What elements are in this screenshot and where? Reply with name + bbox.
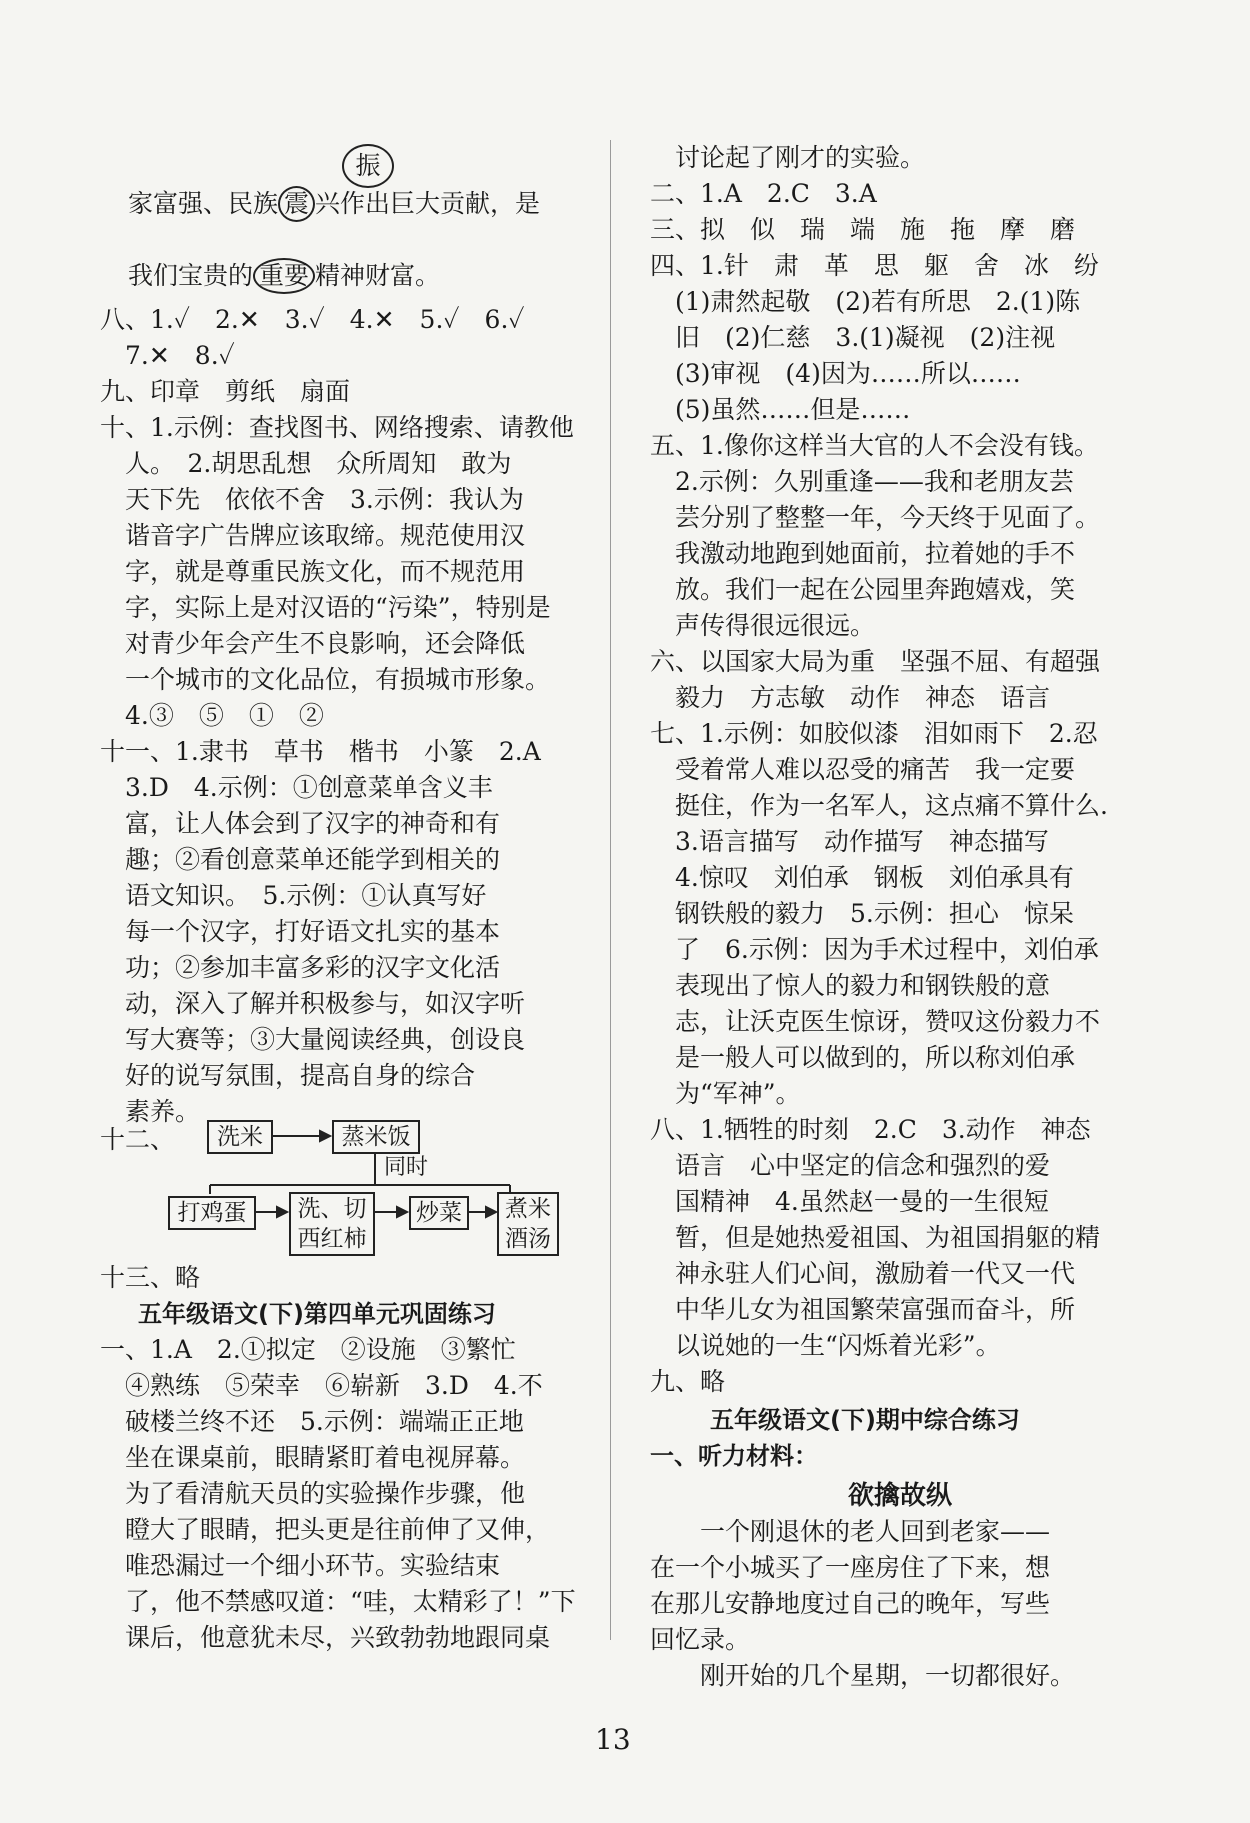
text-segment: 家富强、民族 bbox=[128, 189, 279, 218]
answer-line: 动，深入了解并积极参与，如汉字听 bbox=[100, 989, 526, 1018]
answer-line: 好的说写氛围，提高自身的综合 bbox=[100, 1061, 476, 1090]
flow-same-time: 同时 bbox=[384, 1155, 429, 1180]
answer-line: 八、1.牺牲的时刻 2.C 3.动作 神态 bbox=[650, 1115, 1091, 1144]
answer-line: 九、印章 剪纸 扇面 bbox=[100, 377, 351, 406]
answer-line: 2.示例：久别重逢——我和老朋友芸 bbox=[650, 467, 1074, 496]
answer-line: 天下先 依依不舍 3.示例：我认为 bbox=[100, 485, 524, 514]
answer-line: 十一、1.隶书 草书 楷书 小篆 2.A bbox=[100, 737, 541, 766]
answer-line: 中华儿女为祖国繁荣富强而奋斗，所 bbox=[650, 1295, 1076, 1324]
answer-line: 讨论起了刚才的实验。 bbox=[650, 143, 926, 172]
answer-line: 志，让沃克医生惊讶，赞叹这份毅力不 bbox=[650, 1007, 1101, 1036]
flow-box-line: 西红柿 bbox=[297, 1226, 367, 1252]
text-segment: 兴作出巨大贡献，是 bbox=[315, 189, 541, 218]
answer-line: 课后，他意犹未尽，兴致勃勃地跟同桌 bbox=[100, 1623, 551, 1652]
answer-line: 毅力 方志敏 动作 神态 语言 bbox=[650, 683, 1051, 712]
answer-line: 芸分别了整整一年，今天终于见面了。 bbox=[650, 503, 1101, 532]
answer-line: 旧 (2)仁慈 3.(1)凝视 (2)注视 bbox=[650, 323, 1056, 352]
answer-line: 4.惊叹 刘伯承 钢板 刘伯承具有 bbox=[650, 863, 1074, 892]
answer-line: 三、拟 似 瑞 端 施 拖 摩 磨 bbox=[650, 215, 1076, 244]
answer-line: 六、以国家大局为重 坚强不屈、有超强 bbox=[650, 647, 1101, 676]
answer-line: 语文知识。 5.示例：①认真写好 bbox=[100, 881, 487, 910]
answer-line: 是一般人可以做到的，所以称刘伯承 bbox=[650, 1043, 1076, 1072]
answer-line: (3)审视 (4)因为……所以…… bbox=[650, 359, 1021, 388]
answer-line: 为“军神”。 bbox=[650, 1079, 801, 1108]
answer-line: 破楼兰终不还 5.示例：端端正正地 bbox=[100, 1407, 524, 1436]
answer-line: 受着常人难以忍受的痛苦 我一定要 bbox=[650, 755, 1076, 784]
answer-line: 字，就是尊重民族文化，而不规范用 bbox=[100, 557, 526, 586]
correction-circle: 重要 bbox=[253, 258, 315, 294]
flow-box-line: 酒汤 bbox=[505, 1226, 551, 1252]
answer-line: 趣；②看创意菜单还能学到相关的 bbox=[100, 845, 501, 874]
answer-line: 了 6.示例：因为手术过程中，刘伯承 bbox=[650, 935, 1099, 964]
answer-line: 四、1.针 肃 革 思 躯 舍 冰 纷 bbox=[650, 251, 1099, 280]
answer-line: 我激动地跑到她面前，拉着她的手不 bbox=[650, 539, 1076, 568]
flow-box-soup bbox=[497, 1192, 559, 1256]
answer-line: 功；②参加丰富多彩的汉字文化活 bbox=[100, 953, 501, 982]
answer-line: 一个城市的文化品位，有损城市形象。 bbox=[100, 665, 551, 694]
answer-line: 写大赛等；③大量阅读经典，创设良 bbox=[100, 1025, 526, 1054]
answer-line: 国精神 4.虽然赵一曼的一生很短 bbox=[650, 1187, 1049, 1216]
answer-line: 十、1.示例：查找图书、网络搜索、请教他 bbox=[100, 413, 574, 442]
flowchart-arrows bbox=[0, 0, 610, 1300]
answer-line: 素养。 bbox=[100, 1097, 201, 1126]
answer-line: 富，让人体会到了汉字的神奇和有 bbox=[100, 809, 501, 838]
answer-line: 4.③ ⑤ ① ② bbox=[100, 701, 324, 730]
answer-line: 3.语言描写 动作描写 神态描写 bbox=[650, 827, 1049, 856]
answer-line: 3.D 4.示例：①创意菜单含义丰 bbox=[100, 773, 493, 802]
text-segment: 我们宝贵的 bbox=[128, 261, 254, 290]
answer-line: 表现出了惊人的毅力和钢铁般的意 bbox=[650, 971, 1051, 1000]
answer-line: 语言 心中坚定的信念和强烈的爱 bbox=[650, 1151, 1051, 1180]
answer-line: 坐在课桌前，眼睛紧盯着电视屏幕。 bbox=[100, 1443, 526, 1472]
story-line: 在一个小城买了一座房住了下来，想 bbox=[650, 1553, 1051, 1582]
answer-line: (5)虽然……但是…… bbox=[650, 395, 911, 424]
correction-circle-top: 振 bbox=[342, 144, 394, 188]
answer-line: 声传得很远很远。 bbox=[650, 611, 876, 640]
answer-line: 八、1.✓ 2.✕ 3.✓ 4.✕ 5.✓ 6.✓ bbox=[100, 305, 525, 334]
answer-line: 钢铁般的毅力 5.示例：担心 惊呆 bbox=[650, 899, 1074, 928]
flow-box-tomatoes bbox=[289, 1192, 375, 1256]
answer-line: 对青少年会产生不良影响，还会降低 bbox=[100, 629, 526, 658]
answer-line: 人。 2.胡思乱想 众所周知 敢为 bbox=[100, 449, 512, 478]
section-title: 五年级语文(下)期中综合练习 bbox=[710, 1406, 1020, 1434]
text-segment: 精神财富。 bbox=[315, 261, 441, 290]
flow-box-stir-fry: 炒菜 bbox=[409, 1196, 469, 1230]
page-number: 13 bbox=[595, 1723, 631, 1756]
story-line: 回忆录。 bbox=[650, 1625, 751, 1654]
answer-line: 神永驻人们心间，激励着一代又一代 bbox=[650, 1259, 1076, 1288]
flowchart-label: 十二、 bbox=[100, 1125, 176, 1154]
answer-line: 瞪大了眼睛，把头更是往前伸了又伸， bbox=[100, 1515, 551, 1544]
flow-box-beat-eggs: 打鸡蛋 bbox=[168, 1196, 256, 1230]
section-title: 五年级语文(下)第四单元巩固练习 bbox=[138, 1300, 496, 1328]
answer-line: 为了看清航天员的实验操作步骤，他 bbox=[100, 1479, 526, 1508]
answer-line: 十三、略 bbox=[100, 1263, 201, 1292]
answer-line: 每一个汉字，打好语文扎实的基本 bbox=[100, 917, 501, 946]
answer-line: 唯恐漏过一个细小环节。实验结束 bbox=[100, 1551, 501, 1580]
answer-line: 七、1.示例：如胶似漆 泪如雨下 2.忍 bbox=[650, 719, 1098, 748]
correction-circle: 震 bbox=[278, 186, 315, 222]
answer-line: 放。我们一起在公园里奔跑嬉戏，笑 bbox=[650, 575, 1076, 604]
answer-line: 挺住，作为一名军人，这点痛不算什么. bbox=[650, 791, 1108, 820]
story-title: 欲擒故纵 bbox=[848, 1481, 953, 1511]
answer-line: 谐音字广告牌应该取缔。规范使用汉 bbox=[100, 521, 526, 550]
answer-line: 九、略 bbox=[650, 1367, 726, 1396]
answer-line: 字，实际上是对汉语的“污染”，特别是 bbox=[100, 593, 551, 622]
story-line: 刚开始的几个星期，一切都很好。 bbox=[650, 1661, 1076, 1690]
flow-box-line: 洗、切 bbox=[297, 1196, 367, 1222]
answer-line: ④熟练 ⑤荣幸 ⑥崭新 3.D 4.不 bbox=[100, 1371, 543, 1400]
answer-line: 了，他不禁感叹道：“哇，太精彩了！”下 bbox=[100, 1587, 576, 1616]
answer-line: 以说她的一生“闪烁着光彩”。 bbox=[650, 1331, 1001, 1360]
answer-line: 二、1.A 2.C 3.A bbox=[650, 179, 877, 208]
story-line: 在那儿安静地度过自己的晚年，写些 bbox=[650, 1589, 1051, 1618]
flow-box-steam-rice: 蒸米饭 bbox=[332, 1120, 420, 1154]
flow-box-line: 煮米 bbox=[505, 1196, 551, 1222]
column-divider bbox=[610, 140, 611, 1640]
answer-line: 暂，但是她热爱祖国、为祖国捐躯的精 bbox=[650, 1223, 1101, 1252]
story-line: 一个刚退休的老人回到老家—— bbox=[650, 1517, 1051, 1546]
answer-line: 五、1.像你这样当大官的人不会没有钱。 bbox=[650, 431, 1099, 460]
listening-label: 一、听力材料： bbox=[650, 1442, 818, 1470]
answer-line: (1)肃然起敬 (2)若有所思 2.(1)陈 bbox=[650, 287, 1081, 316]
flow-box-wash-rice: 洗米 bbox=[207, 1120, 273, 1154]
answer-line: 7.✕ 8.✓ bbox=[100, 341, 235, 370]
answer-line: 一、1.A 2.①拟定 ②设施 ③繁忙 bbox=[100, 1335, 516, 1364]
